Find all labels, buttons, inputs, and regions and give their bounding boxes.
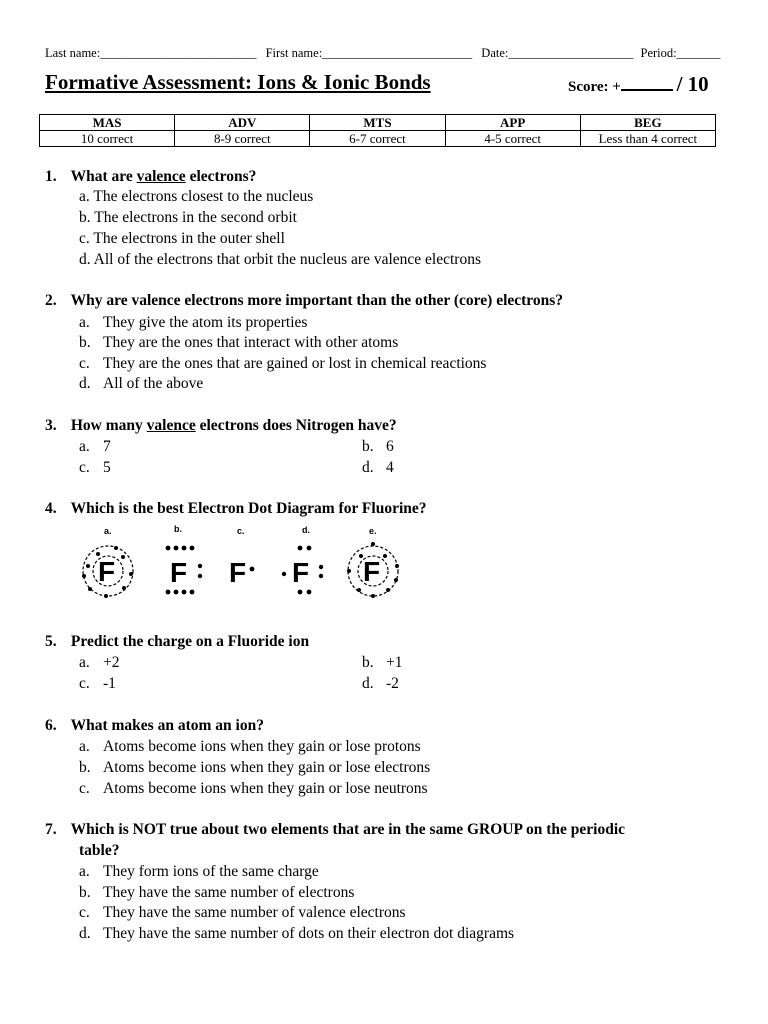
option-letter: a. [79,654,90,671]
option-text: +1 [386,654,403,671]
question-number: 6. [45,717,57,734]
option-letter: d. [79,375,91,392]
option-letter: a. [79,863,90,880]
element-symbol: F [98,556,116,587]
rubric-cell: Less than 4 correct [580,131,715,147]
rubric-header: MTS [310,115,445,131]
rubric-header-row [40,115,716,131]
option-text: They are the ones that interact with other atoms [103,334,399,351]
answer-option[interactable]: c. The electrons in the outer shell [79,230,285,247]
answer-option[interactable] [79,780,428,798]
diagram-label-e: e. [369,526,377,536]
date-field[interactable]: Date:____________________ [481,46,634,60]
diagram-option-b[interactable] [166,546,203,595]
option-letter: a. [79,314,90,331]
option-text: 4 [386,459,394,476]
score-blank[interactable] [621,79,673,91]
option-letter: a. [79,438,90,455]
rubric-header: BEG [580,115,715,131]
electron-dot-diagrams [76,524,416,614]
option-text: 6 [386,438,394,455]
question-text: Why are valence electrons more important than the other (core) electrons? [70,292,564,309]
question-text: Which is NOT true about two elements that are in the same GROUP on the periodic [70,821,625,838]
question-text: What makes an atom an ion? [70,717,264,734]
rubric-header: APP [445,115,580,131]
diagram-option-d[interactable] [282,546,323,595]
question-text: electrons? [185,168,257,185]
rubric-cell: 6-7 correct [310,131,445,147]
rubric-header: MAS [40,115,175,131]
rubric-header: ADV [175,115,310,131]
answer-option[interactable] [79,459,111,477]
question-4 [45,500,427,518]
diagram-label-c: c. [237,526,245,536]
last-name-field[interactable]: Last name:_________________________ [45,46,257,60]
answer-option[interactable] [79,438,111,456]
rubric-value-row [40,131,716,147]
answer-option[interactable] [362,675,399,693]
question-text: electrons does Nitrogen have? [195,417,397,434]
student-info-line [45,46,725,61]
question-text: How many [70,417,147,434]
option-letter: c. [79,780,90,797]
rubric-cell: 4-5 correct [445,131,580,147]
answer-option[interactable]: b. The electrons in the second orbit [79,209,297,226]
option-text: 7 [103,438,111,455]
option-text: Atoms become ions when they gain or lose electrons [103,759,431,776]
rubric-cell: 10 correct [40,131,175,147]
option-text: They have the same number of electrons [103,884,355,901]
question-3 [45,417,397,435]
answer-option[interactable] [79,675,116,693]
element-symbol: F [170,557,188,588]
diagram-label-d: d. [302,525,310,535]
page-title: Formative Assessment: Ions & Ionic Bonds [45,70,431,94]
question-6 [45,717,264,735]
answer-option[interactable]: d. All of the electrons that orbit the nucleus are valence electrons [79,251,481,268]
option-text: All of the above [103,375,204,392]
option-letter: b. [79,334,91,351]
diagram-option-e[interactable] [347,542,399,598]
answer-option[interactable] [362,438,394,456]
option-letter: b. [79,759,91,776]
diagram-label-b: b. [174,524,182,534]
option-text: -2 [386,675,399,692]
answer-option[interactable] [79,334,398,352]
question-number: 7. [45,821,57,838]
option-letter: c. [79,459,90,476]
option-letter: c. [79,675,90,692]
element-symbol: F [292,557,310,588]
answer-option[interactable] [362,654,403,672]
option-letter: d. [362,675,374,692]
option-text: Atoms become ions when they gain or lose neutrons [103,780,428,797]
answer-option[interactable] [79,884,354,902]
option-text: Atoms become ions when they gain or lose protons [103,738,421,755]
question-text-continued: table? [79,842,120,859]
option-text: They form ions of the same charge [103,863,319,880]
answer-option[interactable] [79,375,203,393]
option-text: They are the ones that are gained or lost in chemical reactions [103,355,487,372]
question-number: 2. [45,292,57,309]
question-number: 1. [45,168,57,185]
diagram-label-a: a. [104,526,112,536]
rubric-cell: 8-9 correct [175,131,310,147]
underlined-word: valence [146,417,196,434]
option-text: They have the same number of valence electrons [103,904,406,921]
period-field[interactable]: Period:_______ [640,46,721,60]
answer-option[interactable] [362,459,394,477]
answer-option[interactable]: a. The electrons closest to the nucleus [79,188,314,205]
diagram-option-a[interactable] [82,546,133,598]
option-letter: a. [79,738,90,755]
score-label: Score: + [568,79,621,95]
first-name-field[interactable]: First name:________________________ [265,46,473,60]
option-letter: d. [79,925,91,942]
score-box [568,72,709,97]
diagram-option-c[interactable] [229,557,254,588]
option-text: +2 [103,654,120,671]
option-text: 5 [103,459,111,476]
question-1 [45,168,256,186]
option-letter: d. [362,459,374,476]
answer-option[interactable] [79,654,120,672]
score-total: / 10 [676,72,709,96]
question-2 [45,292,563,310]
question-text: Which is the best Electron Dot Diagram for Fluorine? [70,500,427,517]
option-letter: b. [362,654,374,671]
question-text: What are [70,168,137,185]
question-number: 3. [45,417,57,434]
option-text: -1 [103,675,116,692]
question-7 [45,821,625,839]
answer-option[interactable] [79,759,430,777]
element-symbol: F [229,557,247,588]
answer-option[interactable] [79,925,514,943]
answer-option[interactable] [79,904,406,922]
option-text: They have the same number of dots on their electron dot diagrams [103,925,515,942]
rubric-table [39,114,716,147]
option-letter: b. [79,884,91,901]
option-letter: c. [79,355,90,372]
answer-option[interactable] [79,355,486,373]
question-number: 5. [45,633,57,650]
answer-option[interactable] [79,738,421,756]
element-symbol: F [363,556,381,587]
option-text: They give the atom its properties [103,314,308,331]
underlined-word: valence [136,168,186,185]
question-5 [45,633,309,651]
question-text: Predict the charge on a Fluoride ion [70,633,310,650]
answer-option[interactable] [79,863,319,881]
answer-option[interactable] [79,314,307,332]
question-number: 4. [45,500,57,517]
option-letter: c. [79,904,90,921]
option-letter: b. [362,438,374,455]
